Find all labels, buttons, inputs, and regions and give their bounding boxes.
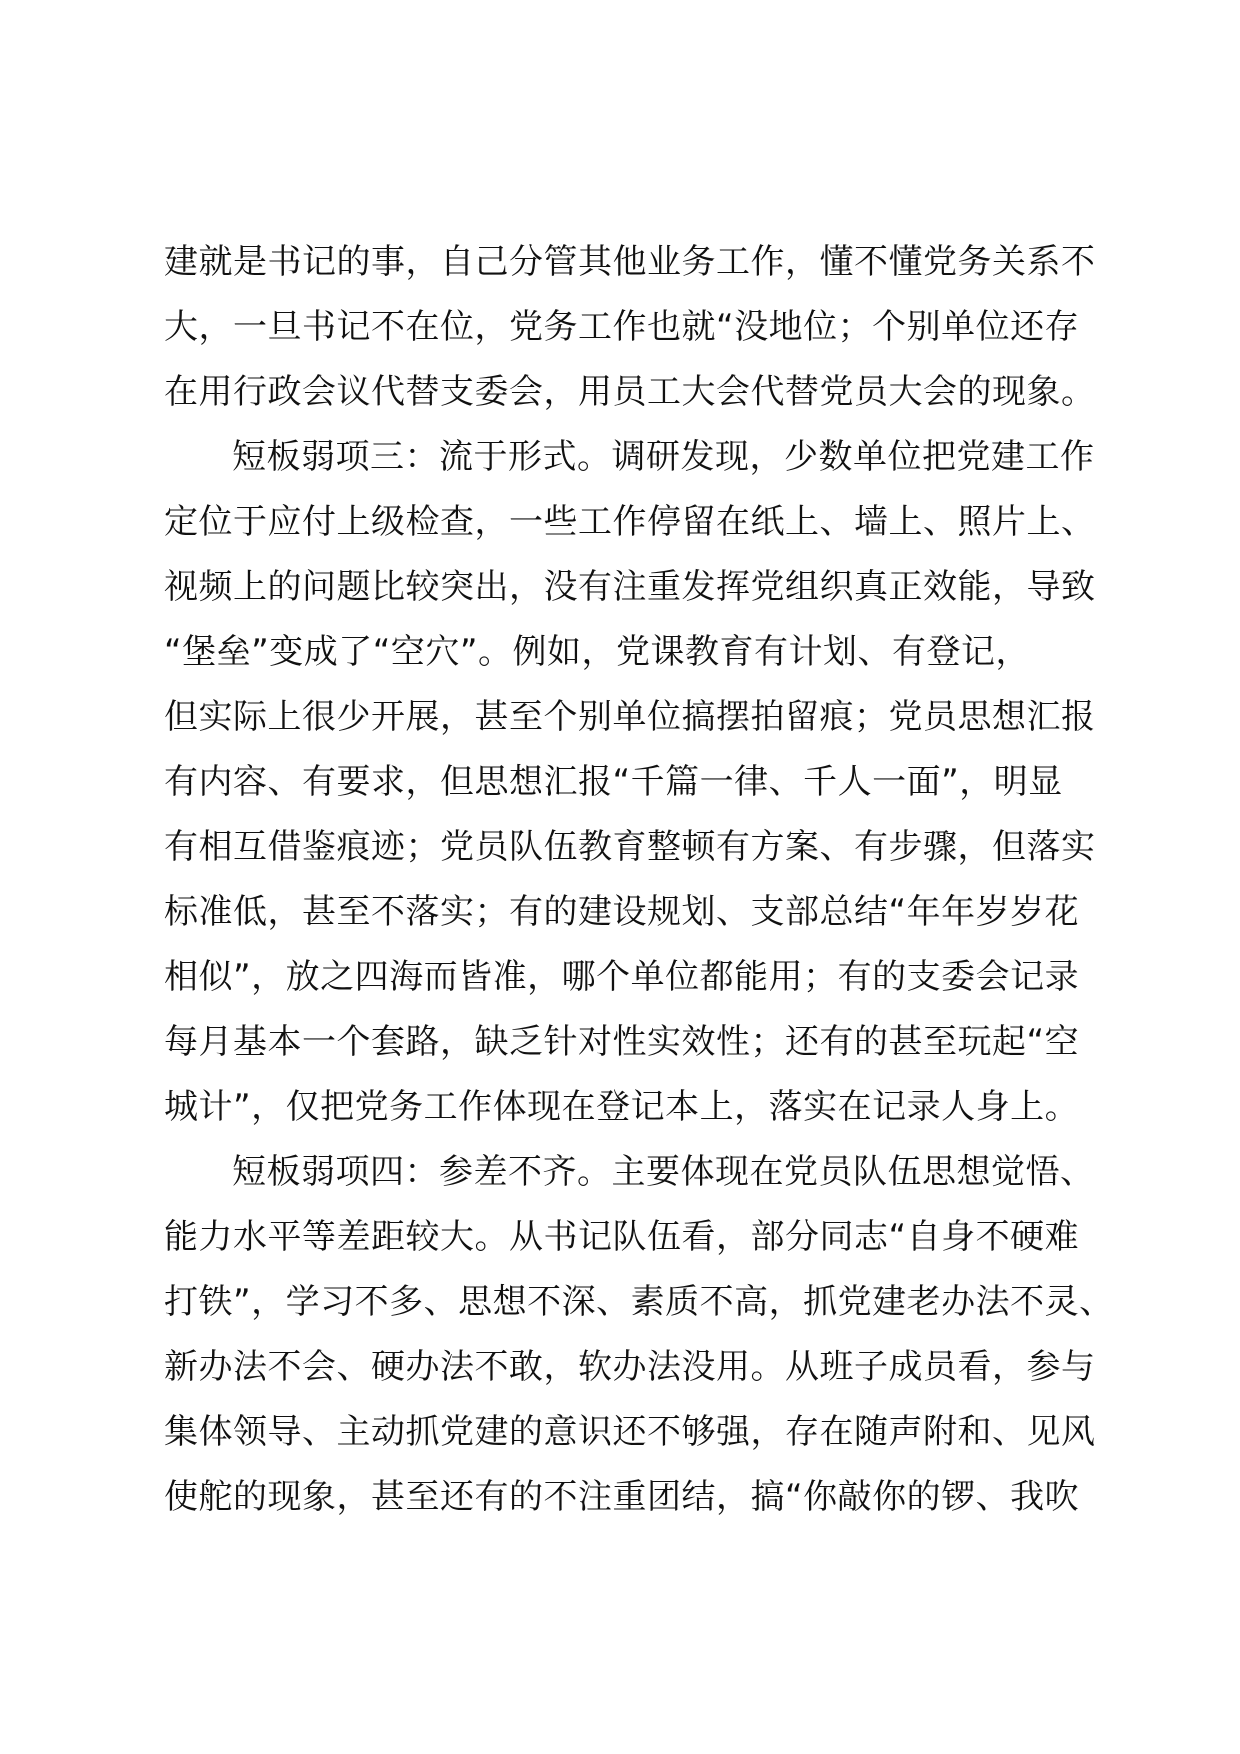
- body-text: [164, 230, 1114, 1530]
- text-line: 在用行政会议代替支委会，用员工大会代替党员大会的现象。: [164, 372, 1096, 412]
- text-line: 标准低，甚至不落实；有的建设规划、支部总结“年年岁岁花: [164, 892, 1080, 932]
- text-line: “堡垒”变成了“空穴”。例如，党课教育有计划、有登记，: [164, 632, 1030, 672]
- text-line: 打铁”，学习不多、思想不深、素质不高，抓党建老办法不灵、: [164, 1282, 1114, 1322]
- text-line: 视频上的问题比较突出，没有注重发挥党组织真正效能，导致: [164, 567, 1096, 607]
- text-line: 新办法不会、硬办法不敢，软办法没用。从班子成员看，参与: [164, 1347, 1096, 1387]
- text-line: 集体领导、主动抓党建的意识还不够强，存在随声附和、见风: [164, 1412, 1096, 1452]
- text-line: 城计”，仅把党务工作体现在登记本上，落实在记录人身上。: [164, 1087, 1080, 1127]
- text-line: 建就是书记的事，自己分管其他业务工作，懂不懂党务关系不: [164, 242, 1096, 282]
- text-line: 使舵的现象，甚至还有的不注重团结，搞“你敲你的锣、我吹: [164, 1477, 1080, 1517]
- text-line: 但实际上很少开展，甚至个别单位搞摆拍留痕；党员思想汇报: [164, 697, 1096, 737]
- paragraph-start-line: 短板弱项四：参差不齐。主要体现在党员队伍思想觉悟、: [232, 1152, 1095, 1192]
- text-line: 大，一旦书记不在位，党务工作也就“没地位；个别单位还存: [164, 307, 1080, 347]
- text-line: 每月基本一个套路，缺乏针对性实效性；还有的甚至玩起“空: [164, 1022, 1080, 1062]
- text-line: 相似”，放之四海而皆准，哪个单位都能用；有的支委会记录: [164, 957, 1080, 997]
- paragraph-start-line: 短板弱项三：流于形式。调研发现，少数单位把党建工作: [232, 437, 1095, 477]
- text-line: 能力水平等差距较大。从书记队伍看，部分同志“自身不硬难: [164, 1217, 1080, 1257]
- text-line: 定位于应付上级检查，一些工作停留在纸上、墙上、照片上、: [164, 502, 1096, 542]
- text-line: 有内容、有要求，但思想汇报“千篇一律、千人一面”，明显: [164, 762, 1063, 802]
- text-line: 有相互借鉴痕迹；党员队伍教育整顿有方案、有步骤，但落实: [164, 827, 1096, 867]
